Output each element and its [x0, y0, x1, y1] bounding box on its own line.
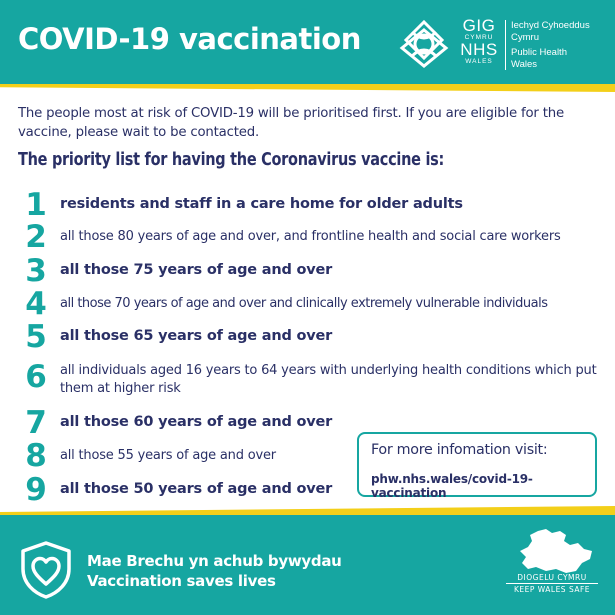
- priority-text: all those 70 years of age and over and clinically extremely vulnerable individuals: [60, 296, 548, 311]
- english-org-line1: Public Health: [511, 47, 567, 58]
- priority-number: 7: [25, 405, 47, 441]
- logo-divider: [505, 20, 506, 70]
- priority-text: all those 75 years of age and over: [60, 262, 333, 278]
- phw-logo: [398, 14, 608, 74]
- welsh-org-line1: Iechyd Cyhoeddus: [511, 20, 590, 31]
- gig-text: GIG: [462, 16, 496, 35]
- priority-text: all individuals aged 16 years to 64 years with underlying health conditions which put them at higher risk: [60, 363, 597, 396]
- gig-cymru-nhs-wales-wordmark: [456, 18, 502, 66]
- priority-number: 4: [25, 286, 47, 322]
- keep-wales-english: KEEP WALES SAFE: [513, 585, 591, 594]
- priority-number: 8: [25, 438, 47, 474]
- english-org-line2: Wales: [511, 58, 538, 70]
- header-banner: [0, 0, 615, 84]
- keep-wales-welsh: DIOGELU CYMRU: [517, 573, 587, 582]
- organisation-name: [511, 20, 590, 70]
- header-yellow-stripe: [0, 84, 615, 92]
- page-title: COVID-19 vaccination: [18, 22, 361, 56]
- priority-number: 1: [25, 187, 47, 223]
- celtic-knot-icon: [398, 18, 450, 70]
- priority-number: 6: [25, 359, 47, 395]
- keep-wales-safe-logo: [502, 527, 602, 607]
- keep-wales-divider: [506, 583, 598, 584]
- footer-banner: [0, 515, 615, 615]
- priority-text: all those 55 years of age and over: [60, 448, 276, 463]
- priority-number: 3: [25, 253, 47, 289]
- priority-text: residents and staff in a care home for older adults: [60, 196, 463, 212]
- welsh-slogan: Mae Brechu yn achub bywydau: [87, 552, 342, 570]
- more-info-label: For more infomation visit:: [371, 442, 548, 458]
- more-info-box: [357, 432, 597, 500]
- more-info-link[interactable]: phw.nhs.wales/covid-19-vaccination: [371, 472, 533, 500]
- priority-number: 2: [25, 219, 47, 255]
- cymru-text: CYMRU: [464, 34, 494, 41]
- nhs-text: NHS: [460, 40, 498, 59]
- welsh-org-line2: Cymru: [511, 31, 539, 43]
- priority-number: 5: [25, 319, 47, 355]
- priority-text: all those 50 years of age and over: [60, 481, 333, 497]
- intro-text: The people most at risk of COVID-19 will be prioritised first. If you are eligible for the vaccine, please wait to be contacted.: [18, 106, 564, 140]
- priority-heading: The priority list for having the Coronavirus vaccine is:: [18, 150, 445, 170]
- heart-shield-icon: [20, 541, 72, 599]
- priority-text: all those 65 years of age and over: [60, 328, 333, 344]
- priority-text: all those 60 years of age and over: [60, 414, 333, 430]
- priority-text: all those 80 years of age and over, and frontline health and social care workers: [60, 229, 561, 244]
- wales-map-icon: [516, 527, 596, 575]
- english-slogan: Vaccination saves lives: [87, 572, 276, 590]
- priority-number: 9: [25, 472, 47, 508]
- footer-slogans: [87, 551, 342, 591]
- wales-text: WALES: [465, 58, 493, 65]
